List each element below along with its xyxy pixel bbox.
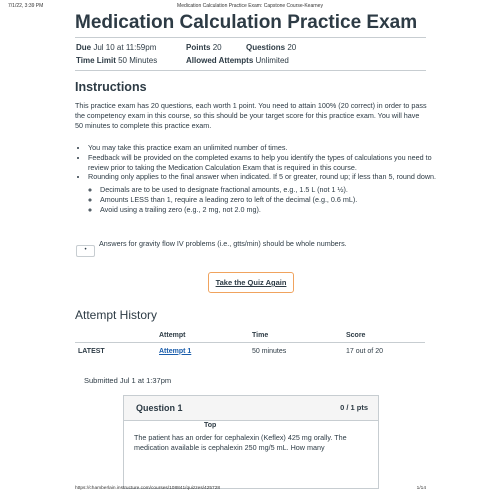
instruction-bullet xyxy=(88,172,440,214)
points-label: Points xyxy=(186,43,211,52)
instructions-bullet-list xyxy=(75,143,440,215)
questions-value: 20 xyxy=(287,43,297,52)
instruction-sub-bullet: ◦ Decimals are to be used to designate fractional amounts, e.g., 1.5 L (not 1 ½). xyxy=(100,185,440,195)
print-datetime: 7/1/22, 3:39 PM xyxy=(8,3,44,9)
allowed-attempts-label: Allowed Attempts xyxy=(186,56,254,65)
attempt-link[interactable]: Attempt 1 xyxy=(159,347,192,355)
score-cell: 17 out of 20 xyxy=(343,343,425,360)
top-link[interactable]: Top xyxy=(204,422,217,429)
table-row xyxy=(75,343,425,360)
table-header-row xyxy=(75,328,425,343)
time-limit-label: Time Limit xyxy=(76,56,116,65)
time-limit-meta xyxy=(76,56,157,65)
instruction-bullet: • You may take this practice exam an unlimited number of times. xyxy=(88,143,440,153)
page-title: Medication Calculation Practice Exam xyxy=(75,12,418,33)
column-header: Attempt xyxy=(159,331,186,339)
attempt-cell xyxy=(156,343,249,360)
question-header xyxy=(124,396,378,421)
allowed-attempts-value: Unlimited xyxy=(255,56,289,65)
instructions-paragraph: This practice exam has 20 questions, each worth 1 point. You need to attain 100% (20 correct) in order to pass the competency exam in this course, so this should be your target score for this practice exam. You will have 50 minutes to complete this practice exam. xyxy=(75,101,427,130)
instruction-sub-bullet: ◦ Avoid using a trailing zero (e.g., 2 mg, not 2.0 mg). xyxy=(100,205,440,215)
rounding-text: Rounding only applies to the final answer when indicated. If 5 or greater, round up; if less than 5, round down. xyxy=(88,172,437,182)
instruction-bullet: • Feedback will be provided on the completed exams to help you identify the types of calculations you need to review prior to taking the Medication Calculation Exam that is required in this course. xyxy=(88,153,440,173)
points-value: 20 xyxy=(212,43,222,52)
question-title: Question 1 xyxy=(136,403,183,413)
due-label: Due xyxy=(76,43,92,52)
row-label: LATEST xyxy=(75,343,156,360)
print-footer xyxy=(75,486,426,494)
instructions-heading: Instructions xyxy=(75,80,147,94)
take-quiz-again-button[interactable]: Take the Quiz Again xyxy=(208,272,294,293)
submitted-timestamp: Submitted Jul 1 at 1:37pm xyxy=(84,376,172,385)
column-header: Time xyxy=(252,331,269,339)
gravity-note: Answers for gravity flow IV problems (i.e., gtts/min) should be whole numbers. xyxy=(99,239,347,248)
points-meta xyxy=(186,43,222,52)
due-value: Jul 10 at 11:59pm xyxy=(93,43,157,52)
question-points: 0 / 1 pts xyxy=(340,403,368,412)
questions-meta xyxy=(246,43,296,52)
questions-label: Questions xyxy=(246,43,286,52)
print-url: https://chamberlain.instructure.com/courses/108841/quizzes/425728 xyxy=(75,486,221,491)
question-card xyxy=(123,395,379,489)
time-cell: 50 minutes xyxy=(249,343,343,360)
print-page-number: 1/14 xyxy=(416,486,426,491)
due-meta xyxy=(76,43,156,52)
instructions-sub-list xyxy=(88,185,440,214)
attempt-history-table xyxy=(75,328,425,359)
time-limit-value: 50 Minutes xyxy=(118,56,158,65)
bullet-toggle-button[interactable]: • xyxy=(76,245,95,257)
instruction-sub-bullet: ◦ Amounts LESS than 1, require a leading zero to left of the decimal (e.g., 0.6 mL). xyxy=(100,195,440,205)
print-doc-title: Medication Calculation Practice Exam: Capstone Course-Kearney xyxy=(177,3,323,9)
title-divider xyxy=(75,37,426,38)
meta-divider xyxy=(75,70,426,71)
attempt-history-heading: Attempt History xyxy=(75,308,158,322)
column-header: Score xyxy=(346,331,366,339)
question-text: The patient has an order for cephalexin (Keflex) 425 mg orally. The medication available is cephalexin 250 mg/5 mL. How many xyxy=(134,433,347,452)
column-header xyxy=(75,328,156,343)
allowed-attempts-meta xyxy=(186,56,289,65)
